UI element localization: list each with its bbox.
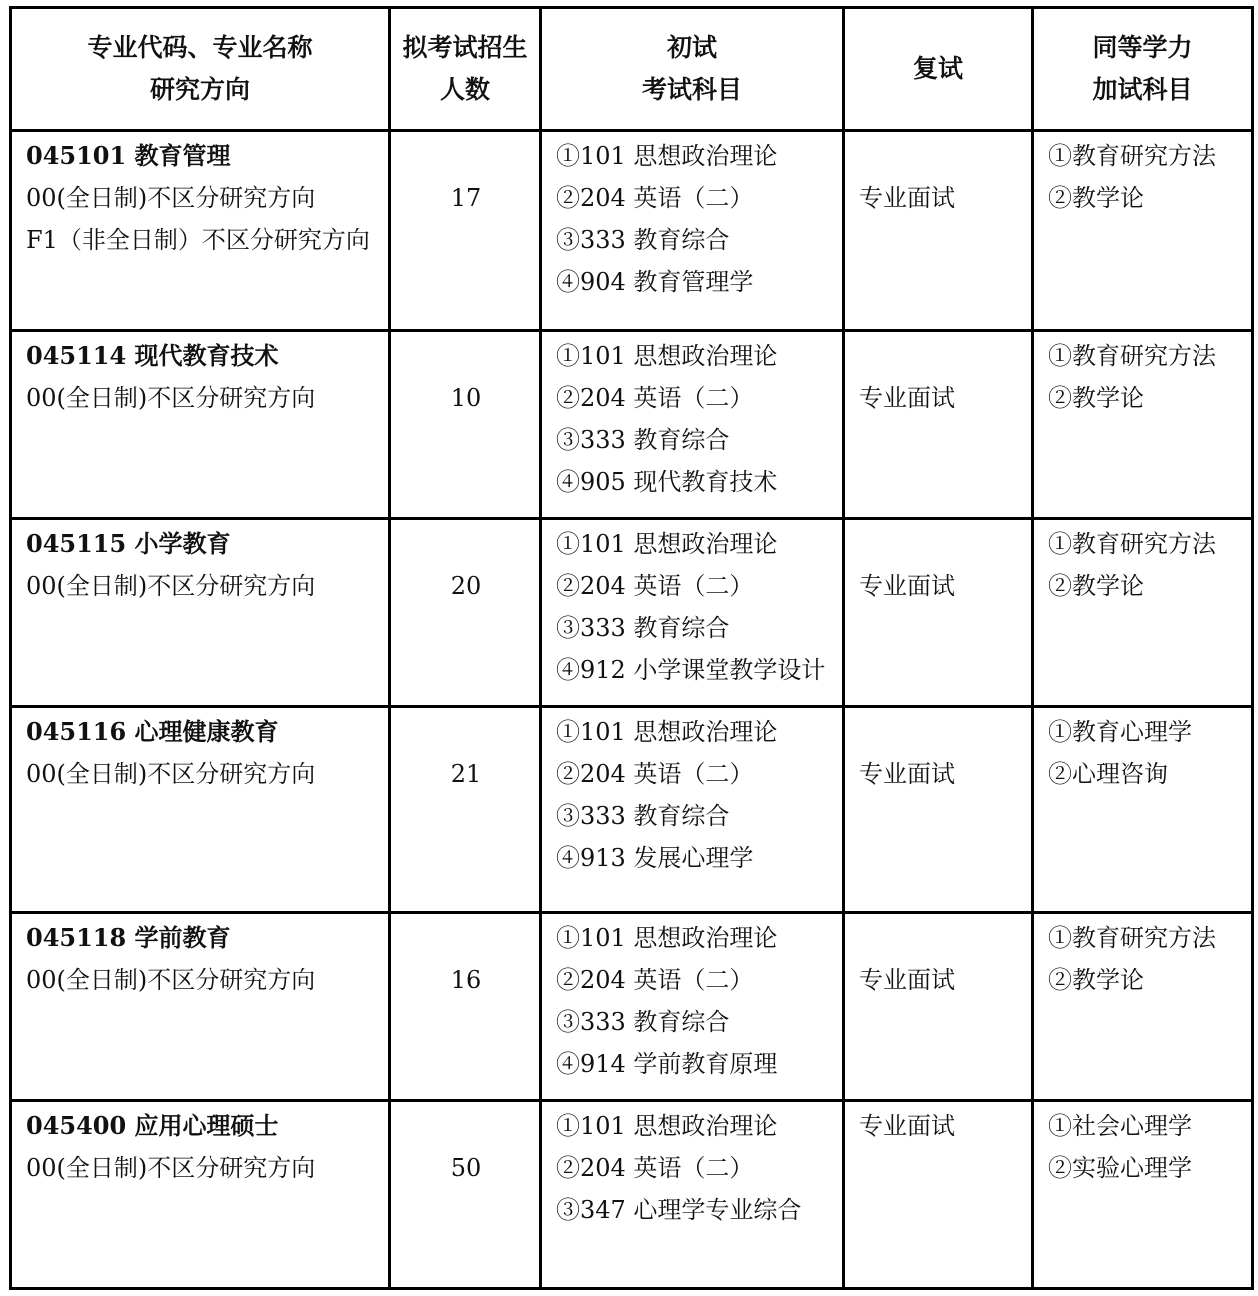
enrollment-count: 21 xyxy=(450,760,482,788)
header-count xyxy=(390,8,541,131)
exam-cell xyxy=(541,1101,844,1289)
research-direction: F1（非全日制）不区分研究方向 xyxy=(26,226,370,254)
major-cell xyxy=(11,131,390,331)
exam-subject: ①101 思想政治理论 xyxy=(556,342,778,370)
exam-subject: ②204 英语（二） xyxy=(556,184,754,212)
header-extra xyxy=(1033,8,1253,131)
major-title: 045115 小学教育 xyxy=(26,529,231,558)
header-text: 加试科目 xyxy=(1092,75,1193,104)
exam-subject: ②204 英语（二） xyxy=(556,760,754,788)
header-text: 人数 xyxy=(439,75,490,104)
exam-subject: ③333 教育综合 xyxy=(556,802,730,830)
major-title: 045400 应用心理硕士 xyxy=(26,1111,279,1140)
extra-subject: ①教育研究方法 xyxy=(1048,142,1216,170)
retest-cell xyxy=(844,913,1033,1101)
retest-subject: 专业面试 xyxy=(859,966,955,994)
enrollment-count: 50 xyxy=(450,1154,482,1182)
extra-subject: ①教育心理学 xyxy=(1048,718,1192,746)
major-cell xyxy=(11,707,390,913)
major-title: 045116 心理健康教育 xyxy=(26,717,279,746)
major-cell xyxy=(11,913,390,1101)
exam-subject: ④905 现代教育技术 xyxy=(556,468,778,496)
extra-subject: ②教学论 xyxy=(1048,384,1144,412)
retest-subject: 专业面试 xyxy=(859,384,955,412)
extra-subject: ②实验心理学 xyxy=(1048,1154,1192,1182)
extra-cell xyxy=(1033,519,1253,707)
research-direction: 00(全日制)不区分研究方向 xyxy=(26,572,316,600)
exam-cell xyxy=(541,519,844,707)
exam-subject: ③333 教育综合 xyxy=(556,426,730,454)
exam-cell xyxy=(541,331,844,519)
extra-cell xyxy=(1033,707,1253,913)
header-text: 拟考试招生 xyxy=(402,33,528,62)
exam-subject: ③347 心理学专业综合 xyxy=(556,1196,802,1224)
count-cell xyxy=(390,131,541,331)
admissions-table xyxy=(9,6,1254,1290)
extra-cell xyxy=(1033,1101,1253,1289)
extra-subject: ②教学论 xyxy=(1048,184,1144,212)
header-text: 研究方向 xyxy=(149,75,250,104)
exam-subject: ②204 英语（二） xyxy=(556,384,754,412)
header-row xyxy=(11,8,1253,131)
retest-subject: 专业面试 xyxy=(859,184,955,212)
retest-subject: 专业面试 xyxy=(859,760,955,788)
retest-cell xyxy=(844,331,1033,519)
table-row xyxy=(11,707,1253,913)
exam-subject: ③333 教育综合 xyxy=(556,1008,730,1036)
major-cell xyxy=(11,331,390,519)
research-direction: 00(全日制)不区分研究方向 xyxy=(26,384,316,412)
header-text: 同等学力 xyxy=(1092,33,1193,62)
table-row xyxy=(11,331,1253,519)
exam-subject: ③333 教育综合 xyxy=(556,614,730,642)
header-retest xyxy=(844,8,1033,131)
header-text: 复试 xyxy=(912,54,963,83)
count-cell xyxy=(390,913,541,1101)
research-direction: 00(全日制)不区分研究方向 xyxy=(26,184,316,212)
research-direction: 00(全日制)不区分研究方向 xyxy=(26,1154,316,1182)
extra-cell xyxy=(1033,331,1253,519)
header-text: 初试 xyxy=(666,33,717,62)
count-cell xyxy=(390,519,541,707)
exam-subject: ①101 思想政治理论 xyxy=(556,1112,778,1140)
extra-subject: ①教育研究方法 xyxy=(1048,342,1216,370)
table-row xyxy=(11,519,1253,707)
research-direction: 00(全日制)不区分研究方向 xyxy=(26,760,316,788)
major-cell xyxy=(11,1101,390,1289)
exam-subject: ④904 教育管理学 xyxy=(556,268,754,296)
enrollment-count: 16 xyxy=(450,966,482,994)
extra-subject: ①社会心理学 xyxy=(1048,1112,1192,1140)
exam-cell xyxy=(541,707,844,913)
header-major xyxy=(11,8,390,131)
count-cell xyxy=(390,331,541,519)
major-title: 045114 现代教育技术 xyxy=(26,341,279,370)
retest-subject: 专业面试 xyxy=(859,1112,955,1140)
major-cell xyxy=(11,519,390,707)
table-row xyxy=(11,131,1253,331)
retest-cell xyxy=(844,131,1033,331)
exam-subject: ①101 思想政治理论 xyxy=(556,924,778,952)
header-exam xyxy=(541,8,844,131)
exam-subject: ④913 发展心理学 xyxy=(556,844,754,872)
exam-subject: ②204 英语（二） xyxy=(556,1154,754,1182)
exam-cell xyxy=(541,913,844,1101)
retest-cell xyxy=(844,707,1033,913)
exam-subject: ④914 学前教育原理 xyxy=(556,1050,778,1078)
exam-subject: ①101 思想政治理论 xyxy=(556,718,778,746)
count-cell xyxy=(390,1101,541,1289)
table-row xyxy=(11,1101,1253,1289)
count-cell xyxy=(390,707,541,913)
exam-subject: ①101 思想政治理论 xyxy=(556,142,778,170)
exam-subject: ④912 小学课堂教学设计 xyxy=(556,656,826,684)
header-text: 考试科目 xyxy=(641,75,742,104)
extra-cell xyxy=(1033,913,1253,1101)
research-direction: 00(全日制)不区分研究方向 xyxy=(26,966,316,994)
enrollment-count: 10 xyxy=(450,384,482,412)
exam-cell xyxy=(541,131,844,331)
retest-subject: 专业面试 xyxy=(859,572,955,600)
retest-cell xyxy=(844,1101,1033,1289)
major-title: 045101 教育管理 xyxy=(26,141,231,170)
enrollment-count: 20 xyxy=(450,572,482,600)
extra-subject: ①教育研究方法 xyxy=(1048,924,1216,952)
extra-subject: ②教学论 xyxy=(1048,572,1144,600)
exam-subject: ①101 思想政治理论 xyxy=(556,530,778,558)
exam-subject: ②204 英语（二） xyxy=(556,966,754,994)
retest-cell xyxy=(844,519,1033,707)
extra-subject: ②教学论 xyxy=(1048,966,1144,994)
exam-subject: ③333 教育综合 xyxy=(556,226,730,254)
major-title: 045118 学前教育 xyxy=(26,923,231,952)
header-text: 专业代码、专业名称 xyxy=(87,33,313,62)
extra-cell xyxy=(1033,131,1253,331)
enrollment-count: 17 xyxy=(450,184,482,212)
exam-subject: ②204 英语（二） xyxy=(556,572,754,600)
extra-subject: ①教育研究方法 xyxy=(1048,530,1216,558)
table-row xyxy=(11,913,1253,1101)
extra-subject: ②心理咨询 xyxy=(1048,760,1168,788)
